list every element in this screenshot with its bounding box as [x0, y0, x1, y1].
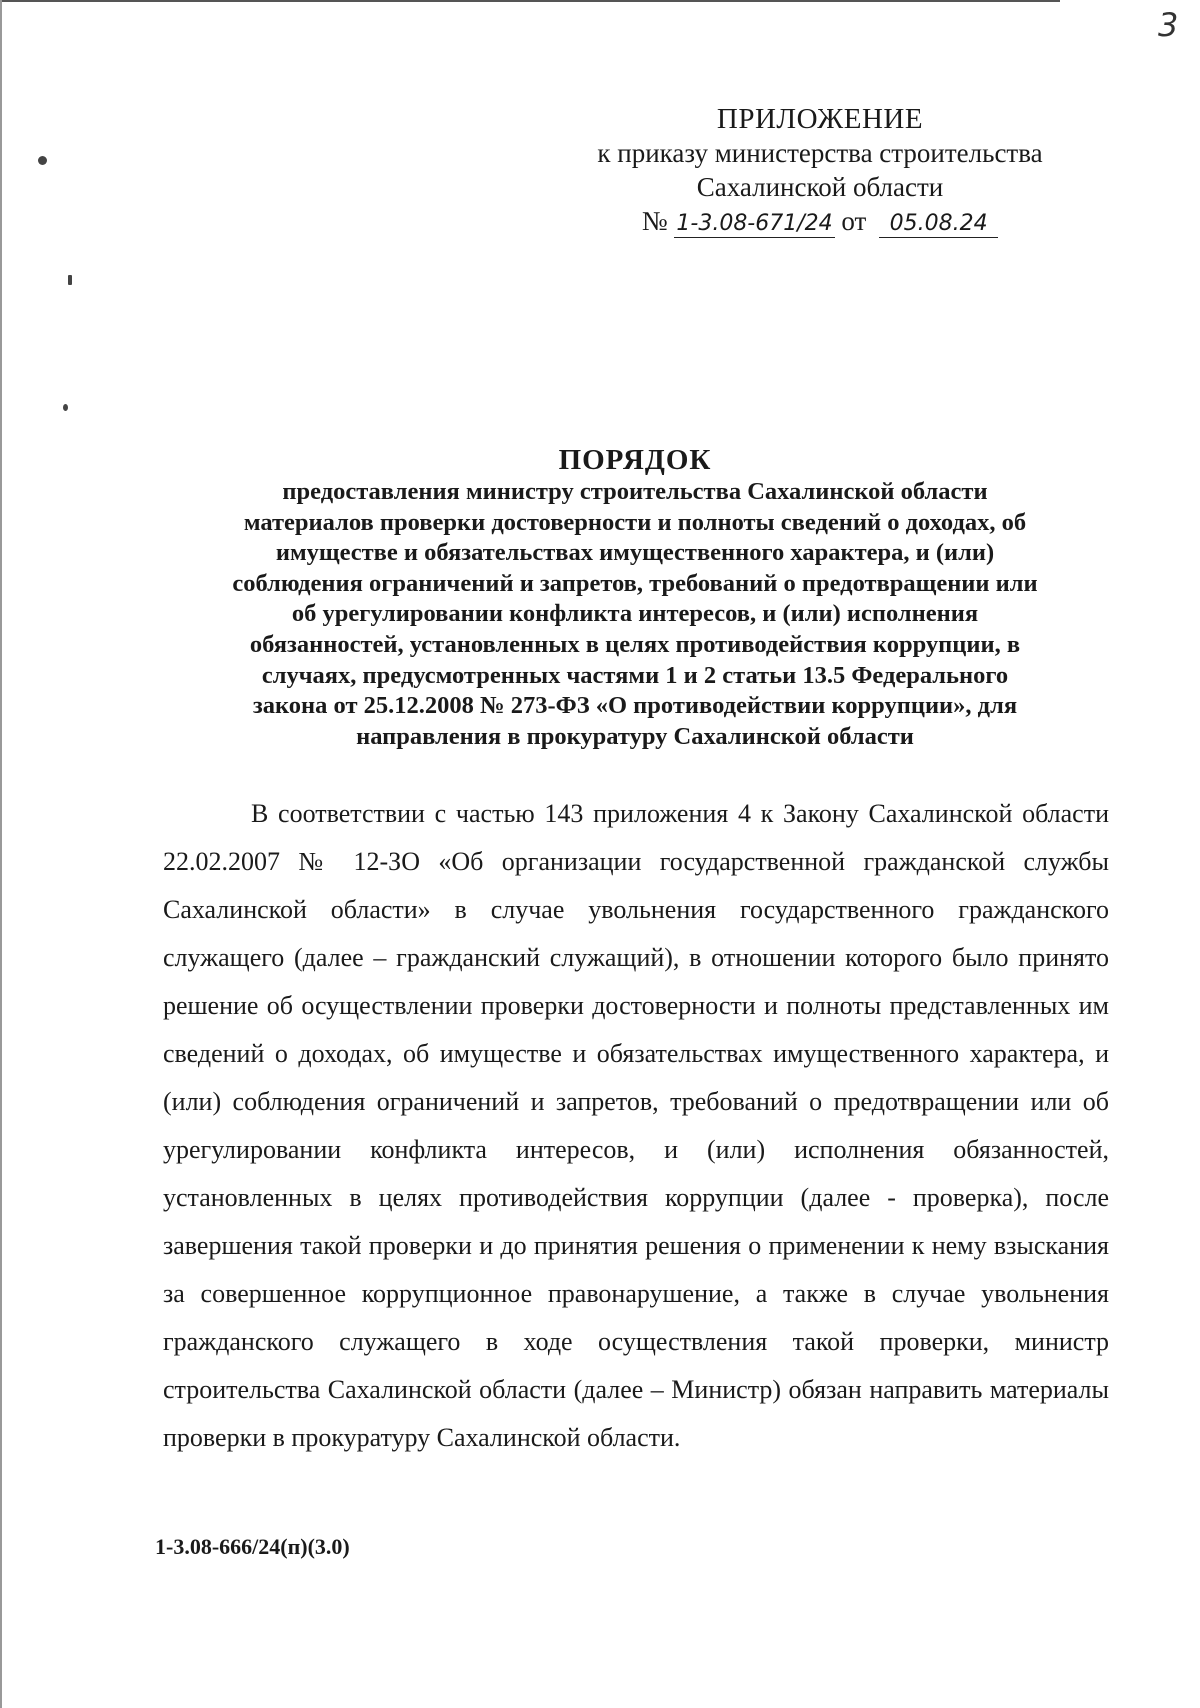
appendix-region-line: Сахалинской области	[696, 172, 944, 202]
left-border-line	[0, 0, 2, 1708]
subtitle-line: соблюдения ограничений и запретов, требований о предотвращении или	[232, 569, 1038, 597]
document-footer-code: 1-3.08-666/24(п)(3.0)	[155, 1534, 350, 1559]
subtitle-line: закона от 25.12.2008 № 273-ФЗ «О противодействии коррупции», для	[252, 692, 1018, 720]
subtitle-line: направления в прокуратуру Сахалинской области	[356, 722, 914, 750]
handwritten-order-number: 1-3.08-671/24	[676, 211, 833, 236]
page-number: 3	[1158, 6, 1179, 44]
scan-speck	[38, 156, 47, 165]
appendix-title: ПРИЛОЖЕНИЕ	[716, 103, 924, 135]
handwritten-order-date: 05.08.24	[879, 211, 998, 238]
subtitle-line: обязанностей, установленных в целях противодействия коррупции, в	[249, 630, 1021, 658]
subtitle-line: случаях, предусмотренных частями 1 и 2 статьи 13.5 Федерального	[261, 661, 1009, 689]
appendix-order-line: к приказу министерства строительства	[597, 138, 1043, 168]
subtitle-line: предоставления министру строительства Сахалинской области	[282, 478, 988, 505]
document-title: ПОРЯДОК	[558, 444, 712, 476]
date-prefix: от	[841, 206, 867, 236]
body-paragraph: В соответствии с частью 143 приложения 4 к Закону Сахалинской области 22.02.2007 № 12-ЗО «Об организации государственной гражданской службы Сахалинской области» в случае увольнения государственного гражданского служащего (далее – гражданский служащий), в отношении которого было принято решение об осуществлении проверки достоверности и полноты представленных им сведений о доходах, об имуществе и обязательствах имущественного характера, и (или) соблюдения ограничений и запретов, требований о предотвращении или об урегулировании конфликта интересов, и (или) исполнения обязанностей, установленных в целях противодействия коррупции (далее - проверка), после завершения такой проверки и до принятия решения о применении к нему взыскания за совершенное коррупционное правонарушение, а также в случае увольнения гражданского служащего в ходе осуществления такой проверки, министр строительства Сахалинской области (далее – Министр) обязан направить материалы проверки в прокуратуру Сахалинской области.	[163, 799, 1109, 1452]
subtitle-line: об урегулировании конфликта интересов, и (или) исполнения	[291, 600, 979, 628]
appendix-block	[560, 102, 1080, 238]
scan-speck	[63, 404, 68, 411]
subtitle-line: имуществе и обязательствах имущественного характера, и (или)	[275, 539, 995, 567]
document-subtitle	[150, 477, 1120, 752]
top-border-line	[0, 0, 1060, 2]
scan-speck	[68, 275, 72, 285]
subtitle-line: материалов проверки достоверности и полноты сведений о доходах, об	[243, 508, 1027, 536]
number-prefix: №	[641, 206, 668, 236]
registration-line	[560, 204, 1080, 238]
